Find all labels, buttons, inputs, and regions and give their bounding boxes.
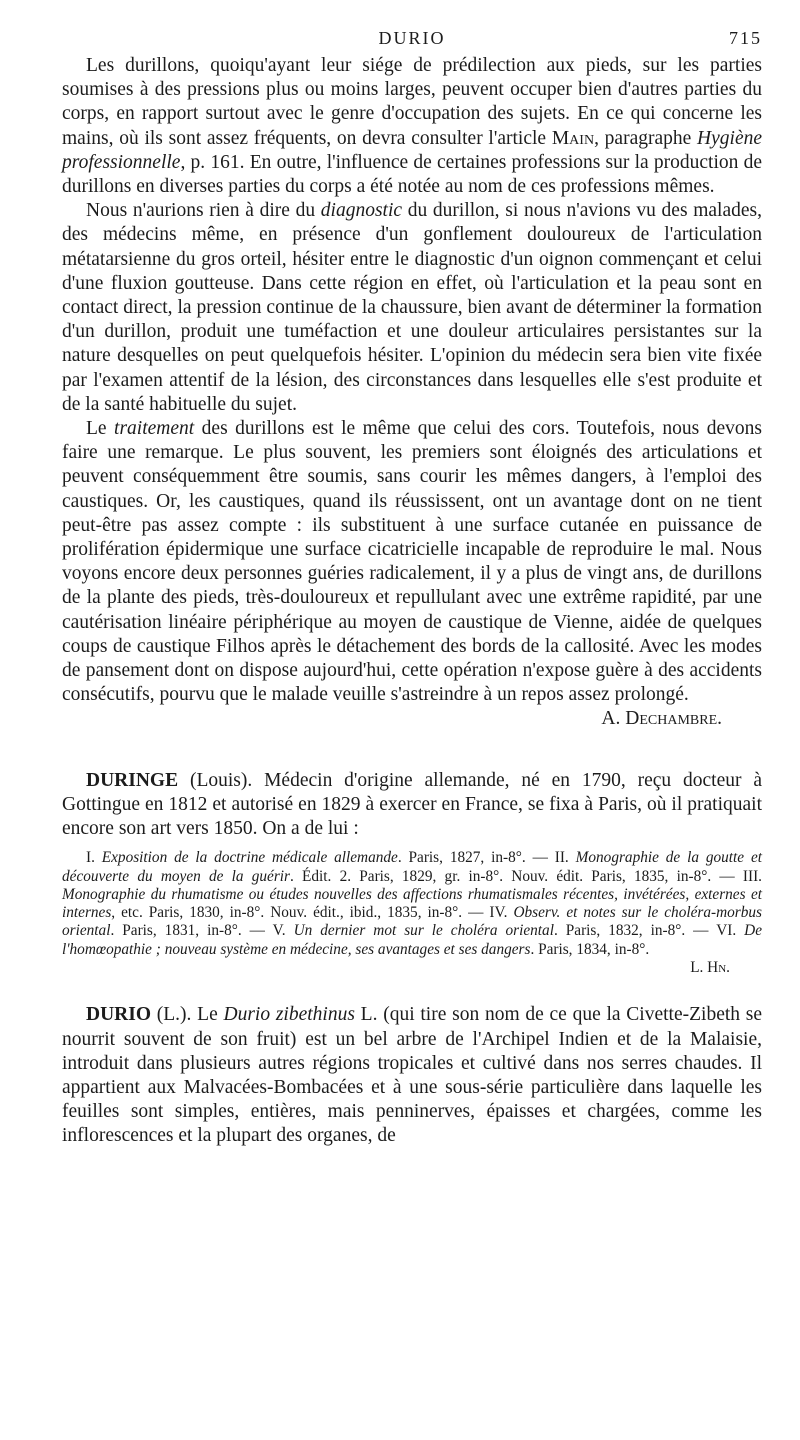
durillon-article [62,54,762,732]
duringe-entry [62,769,762,842]
bibliography-list: I. Exposition de la doctrine médicale allemande. Paris, 1827, in-8°. — II. Monographie de la goutte et découverte du moyen de la guérir. Édit. 2. Paris, 1829, gr. in-8°. Nouv. édit. Paris, 1835, in-8°. — III. Monographie du rhumatisme ou études nouvelles des affections rhumatismales récentes, invétérées, externes et internes, etc. Paris, 1830, in-8°. Nouv. édit., ibid., 1835, in-8°. — IV. Observ. et notes sur le choléra-morbus oriental. Paris, 1831, in-8°. — V. Un dernier mot sur le choléra oriental. Paris, 1832, in-8°. — VI. De l'homœopathie ; nouveau système en médecine, ses avantages et ses dangers. Paris, 1834, in-8°. [62,849,763,958]
duringe-bibliography [62,849,762,977]
author-signature: A. Dechambre. [601,708,722,730]
running-title: DURIO [378,28,446,48]
duringe-paragraph: DURINGE (Louis). Médecin d'origine allemande, né en 1790, reçu docteur à Gottingue en 1812 et autorisé en 1829 à exercer en France, se fixa à Paris, où il pratiquait encore son art vers 1850. On a de lui : [62,769,763,840]
durio-paragraph: DURIO (L.). Le Durio zibethinus L. (qui tire son nom de ce que la Civette-Zibeth se nourrit souvent de son fruit) est un bel arbre de l'Archipel Indien et de la Malaisie, introduit dans plusieurs autres régions tropicales et cultivé dans nos serres chaudes. Il appartient aux Malvacées-Bombacées et à une sous-série particulière dans laquelle les feuilles sont simples, entières, mais penninerves, épaisses et chargées, comme les inflorescences et la plupart des organes, de [62,1004,763,1147]
entry-headword: DURINGE [86,769,179,791]
paragraph-diagnostic: Nous n'aurions rien à dire du diagnostic du durillon, si nous n'avions vu des malades, des médecins même, en présence d'un gonflement douloureux de l'articulation métatarsienne du gros orteil, hésiter entre le diagnostic d'un oignon commençant et celui d'une fluxion goutteuse. Dans cette région en effet, où l'articulation et la peau sont en contact direct, la pression continue de la chaussure, bien avant de déterminer la formation d'un durillon, produit une tuméfaction et une douleur articulaires persistantes sur la nature desquelles on peut quelquefois hésiter. L'opinion du médecin sera bien vite fixée par l'examen attentif de la lésion, des circonstances dans lesquelles elle s'est produite et de la santé habituelle du sujet. [62,200,762,415]
entry-headword: DURIO [86,1004,152,1026]
running-head [62,28,762,54]
paragraph-localisation: Les durillons, quoiqu'ayant leur siége de prédilection aux pieds, sur les parties soumises à des pressions plus ou moins larges, peuvent occuper bien d'autres parties du corps, en rapport surtout avec le genre d'occupation des sujets. En ce qui concerne les mains, où ils sont assez fréquents, on devra consulter l'article Main, paragraphe Hygiène professionnelle, p. 161. En outre, l'influence de certaines professions sur la production de durillons en diverses parties du corps a été notée au nom de ces professions mêmes. [62,55,763,198]
bibliography-signature: L. Hn. [690,959,730,977]
durio-entry [62,1003,762,1148]
paragraph-traitement: Le traitement des durillons est le même que celui des cors. Toutefois, nous devons faire une remarque. Le plus souvent, les premiers sont éloignés des articulations et peuvent conséquemment être soumis, sans courir les mêmes dangers, à l'emploi des caustiques. Or, les caustiques, quand ils réussissent, ont un avantage dont on ne tient peut-être pas assez compte : ils substituent à une surface cutanée en puissance de prolifération épidermique une surface cicatricielle incapable de reproduire le mal. Nous voyons encore deux personnes guéries radicalement, il y a plus de vingt ans, de durillons de la plante des pieds, très-douloureux et repullulant avec une extrême rapidité, par une cautérisation linéaire périphérique au moyen de caustique de Vienne, aidée de quelques coups de caustique Filhos après le détachement des bords de la callosité. Avec les modes de pansement dont on dispose aujourd'hui, cette opération n'expose guère à des accidents consécutifs, pourvu que le malade veuille s'astreindre à un repos assez prolongé. [62,418,762,706]
page-number: 715 [729,28,762,48]
